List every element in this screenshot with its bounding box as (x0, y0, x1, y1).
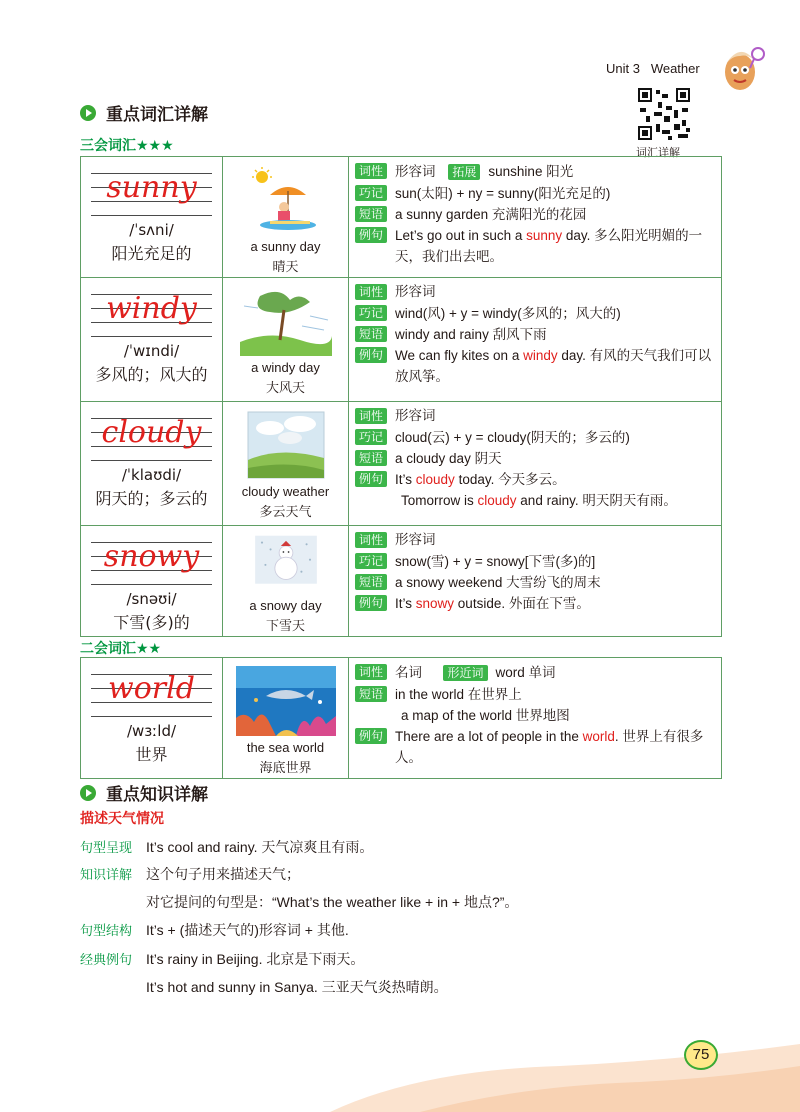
tag-badge: 巧记 (355, 429, 387, 445)
unit-label: Unit 3 (606, 61, 640, 76)
info-text: 形容词 (395, 532, 436, 548)
snowy-day-illustration (240, 534, 332, 594)
vocab-row-snowy (81, 526, 722, 637)
info-row (355, 324, 715, 345)
info-row (355, 406, 715, 427)
info-row (355, 225, 715, 267)
section-title-vocab (80, 100, 208, 125)
vocab-row-world (81, 658, 722, 779)
picture-cell (223, 157, 349, 278)
vocab-row-cloudy (81, 402, 722, 526)
phonetic: /ˈsʌni/ (129, 221, 174, 239)
picture-cell (223, 278, 349, 402)
info-text: We can fly kites on a (395, 348, 524, 363)
info-row (355, 282, 715, 303)
picture-cell (223, 402, 349, 526)
info-text: 形容词 (395, 408, 436, 424)
handwriting-lines (91, 410, 212, 464)
highlight-word: snowy (415, 596, 455, 611)
running-header (606, 61, 700, 76)
word-cell (81, 658, 223, 779)
knowledge-subtitle: 描述天气情况 (80, 811, 164, 827)
info-row (355, 726, 715, 768)
info-text: day. 有风的天气我们可以放风筝。 (395, 348, 712, 384)
info-text: cloud(云) + y = cloudy(阴天的；多云的) (395, 430, 630, 445)
info-row (355, 204, 715, 225)
vocab-table-level3 (80, 156, 722, 637)
knowledge-text: It’s rainy in Beijing. 北京是下雨天。 (146, 951, 365, 967)
info-text: It’s (395, 472, 416, 487)
phonetic: /wɜːld/ (126, 722, 177, 740)
word-cell (81, 402, 223, 526)
tag-badge: 例句 (355, 595, 387, 611)
tag-badge: 巧记 (355, 185, 387, 201)
info-text: and rainy. 明天阴天有雨。 (516, 493, 677, 508)
knowledge-label (80, 892, 146, 912)
vocab-table-level2 (80, 657, 722, 779)
tag-badge: 词性 (355, 284, 387, 300)
knowledge-text: It’s hot and sunny in Sanya. 三亚天气炎热晴朗。 (146, 979, 448, 995)
highlight-word: world (582, 729, 615, 744)
picture-cell (223, 526, 349, 637)
tag-badge: 词性 (355, 664, 387, 680)
meaning: 多风的；风大的 (95, 365, 208, 384)
info-text: There are a lot of people in the (395, 729, 583, 744)
sea-world-illustration (236, 666, 336, 736)
highlight-word: sunny (526, 228, 563, 243)
tag-badge: 例句 (355, 728, 387, 744)
info-text: 形容词 (395, 164, 436, 180)
knowledge-line (80, 977, 448, 997)
info-cell (349, 658, 722, 779)
knowledge-line (80, 949, 364, 969)
picture-caption-en: a windy day (251, 360, 320, 375)
handwriting-lines (91, 666, 212, 720)
info-text: 名词 (395, 665, 423, 681)
tag-badge: 短语 (355, 450, 387, 466)
page-number: 75 (684, 1040, 718, 1070)
info-row (355, 705, 715, 726)
word: world (108, 671, 195, 706)
knowledge-text: It’s + (描述天气的)形容词 + 其他. (146, 922, 349, 938)
info-row (355, 551, 715, 572)
knowledge-label: 句型呈现 (80, 841, 133, 856)
info-row (355, 427, 715, 448)
knowledge-text: 这个句子用来描述天气； (146, 867, 300, 883)
info-text: today. 今天多云。 (454, 472, 566, 487)
handwriting-lines (91, 165, 212, 219)
tag-badge: 短语 (355, 686, 387, 702)
level-label: 三会词汇 (80, 138, 136, 154)
knowledge-line (80, 920, 349, 940)
info-text: wind(风) + y = windy(多风的；风大的) (395, 306, 621, 321)
footer-wave-decoration (0, 1030, 800, 1112)
info-text: It’s (395, 596, 416, 611)
picture-caption-zh: 大风天 (265, 381, 305, 396)
word: cloudy (101, 415, 202, 450)
info-row (355, 530, 715, 551)
phonetic: /snəʊi/ (126, 590, 177, 608)
info-row (355, 490, 715, 511)
info-row (355, 345, 715, 387)
knowledge-line (80, 892, 518, 912)
info-text: Let’s go out in such a (395, 228, 527, 243)
qr-caption: 词汇详解 (636, 146, 680, 159)
word-cell (81, 157, 223, 278)
info-text: a cloudy day 阴天 (395, 451, 502, 466)
tag-badge: 形近词 (443, 665, 487, 681)
info-cell (349, 526, 722, 637)
info-text: word 单词 (495, 665, 556, 680)
picture-caption-en: the sea world (246, 740, 325, 755)
tag-badge: 拓展 (448, 164, 480, 180)
phonetic: /ˈwɪndi/ (123, 342, 180, 360)
knowledge-label: 句型结构 (80, 924, 133, 939)
info-text: day. 多么阳光明媚的一天，我们出去吧。 (395, 228, 703, 264)
sunny-day-illustration (240, 165, 332, 235)
picture-cell (223, 658, 349, 779)
word: windy (106, 291, 197, 326)
highlight-word: windy (523, 348, 558, 363)
word-cell (81, 526, 223, 637)
word-cell (81, 278, 223, 402)
section-title-text: 重点词汇详解 (106, 105, 208, 125)
play-icon (80, 785, 96, 801)
tag-badge: 词性 (355, 532, 387, 548)
info-row (355, 448, 715, 469)
info-text: in the world 在世界上 (395, 687, 522, 702)
info-text: outside. 外面在下雪。 (454, 596, 590, 611)
knowledge-text: It’s cool and rainy. 天气凉爽且有雨。 (146, 839, 374, 855)
info-row (355, 684, 715, 705)
section-title-text: 重点知识详解 (106, 785, 208, 805)
highlight-word: cloudy (477, 493, 517, 508)
tag-badge: 巧记 (355, 305, 387, 321)
picture-caption-zh: 下雪天 (265, 619, 305, 634)
info-row (355, 303, 715, 324)
meaning: 世界 (135, 745, 168, 764)
section-title-knowledge (80, 780, 208, 805)
handwriting-lines (91, 534, 212, 588)
picture-caption-en: a sunny day (250, 239, 321, 254)
info-text: a map of the world 世界地图 (401, 708, 570, 723)
tag-badge: 例句 (355, 471, 387, 487)
vocab-row-sunny (81, 157, 722, 278)
tag-badge: 短语 (355, 574, 387, 590)
stars-icon: ★★★ (136, 138, 174, 154)
picture-caption-zh: 晴天 (272, 260, 299, 275)
info-row (355, 662, 715, 684)
knowledge-label: 经典例句 (80, 953, 133, 968)
vocab-row-windy (81, 278, 722, 402)
tag-badge: 词性 (355, 163, 387, 179)
tag-badge: 短语 (355, 326, 387, 342)
info-row (355, 593, 715, 614)
picture-caption-zh: 多云天气 (259, 505, 312, 520)
info-cell (349, 157, 722, 278)
tag-badge: 短语 (355, 206, 387, 222)
knowledge-line (80, 837, 373, 857)
unit-title: Weather (650, 61, 700, 76)
info-row (355, 161, 715, 183)
qr-code-icon[interactable] (636, 86, 692, 142)
info-text: Tomorrow is (401, 493, 478, 508)
info-text: a snowy weekend 大雪纷飞的周末 (395, 575, 601, 590)
info-row (355, 183, 715, 204)
tag-badge: 词性 (355, 408, 387, 424)
highlight-word: cloudy (415, 472, 455, 487)
tag-badge: 例句 (355, 347, 387, 363)
level-two-title (80, 638, 161, 658)
meaning: 阳光充足的 (111, 244, 192, 263)
meaning: 下雪(多)的 (113, 613, 190, 632)
tag-badge: 巧记 (355, 553, 387, 569)
info-text: sunshine 阳光 (488, 164, 574, 179)
word: sunny (106, 170, 197, 205)
picture-caption-en: a snowy day (249, 598, 322, 613)
phonetic: /ˈklaʊdi/ (121, 466, 182, 484)
knowledge-text: 对它提问的句型是：“What’s the weather like + in + 地点?”。 (146, 894, 519, 910)
info-text: . 世界上有很多人。 (395, 729, 704, 765)
info-text: snow(雪) + y = snowy[下雪(多)的] (395, 554, 596, 569)
mascot-icon (718, 42, 766, 100)
info-text: windy and rainy 刮风下雨 (395, 327, 547, 342)
info-text: a sunny garden 充满阳光的花园 (395, 207, 587, 222)
meaning: 阴天的；多云的 (95, 489, 208, 508)
word: snowy (103, 539, 200, 574)
info-text: 形容词 (395, 284, 436, 300)
info-row (355, 469, 715, 490)
info-cell (349, 278, 722, 402)
cloudy-weather-illustration (240, 410, 332, 480)
level-label: 二会词汇 (80, 641, 136, 657)
play-icon (80, 105, 96, 121)
level-three-title (80, 135, 174, 155)
tag-badge: 例句 (355, 227, 387, 243)
picture-caption-zh: 海底世界 (259, 761, 312, 776)
windy-day-illustration (240, 286, 332, 356)
picture-caption-en: cloudy weather (241, 484, 330, 499)
knowledge-label (80, 977, 146, 997)
info-cell (349, 402, 722, 526)
handwriting-lines (91, 286, 212, 340)
info-row (355, 572, 715, 593)
stars-icon: ★★ (136, 641, 162, 657)
info-text: sun(太阳) + ny = sunny(阳光充足的) (395, 186, 611, 201)
knowledge-line (80, 864, 300, 884)
knowledge-label: 知识详解 (80, 868, 133, 883)
